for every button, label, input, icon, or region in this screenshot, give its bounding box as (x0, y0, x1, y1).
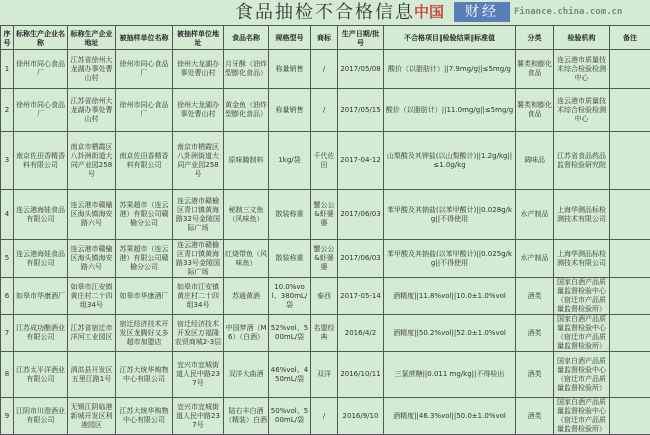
cell-sampled-unit: 苏果超市（连云港）有限公司赣榆分公司 (116, 240, 173, 278)
cell-no: 5 (1, 240, 14, 278)
cell-brand: 蟹公公&虾婆婆 (311, 190, 338, 240)
cell-sampled-address: 宿迁经济技术开发区万福隆农贸商城2-3层 (173, 315, 224, 352)
cell-food-name: 苏通黄酒 (224, 278, 269, 315)
cell-spec: 50%vol、500mL/袋 (269, 398, 311, 435)
cell-brand: 蟹公公&虾婆婆 (311, 240, 338, 278)
cell-brand: 双洋 (311, 352, 338, 398)
cell-category: 酒类 (516, 278, 554, 315)
header-inspection-agency: 检验机构 (554, 26, 610, 50)
cell-production-date: 2016/4/2 (338, 315, 384, 352)
header-food-name: 食品名称 (224, 26, 269, 50)
cell-food-name: 黄金鱼（油炸型膨化食品） (224, 89, 269, 132)
cell-sampled-unit: 南京佐田香精香料有限公司 (116, 132, 173, 190)
cell-sampled-address: 南京市栖霞区八卦洲街道大同产业园258号 (173, 132, 224, 190)
cell-note (610, 89, 650, 132)
cell-brand: 千代佐田 (311, 132, 338, 190)
cell-sampled-address: 连云港市赣榆区青口镇黄海路32号金陵国际广场 (173, 190, 224, 240)
cell-no: 6 (1, 278, 14, 315)
header-production-date: 生产日期/批号 (338, 26, 384, 50)
cell-company-address: 泗洪县开发区五里江路1号 (68, 352, 116, 398)
cell-category: 薯类和膨化食品 (516, 50, 554, 89)
cell-inspection-agency: 国家白酒产品质量监督检验中心（宿迁市产品质量监督检验所） (554, 398, 610, 435)
cell-inspection-agency: 连云港市质量技术综合检验检测中心 (554, 50, 610, 89)
cell-sampled-unit: 江苏大统华购物中心有限公司 (116, 398, 173, 435)
cell-company-address: 南京市栖霞区八卦洲街道大同产业园258号 (68, 132, 116, 190)
table-row (1, 398, 650, 435)
cell-production-date: 2016/10/11 (338, 352, 384, 398)
cell-spec: 46%vol、450mL/袋 (269, 352, 311, 398)
cell-brand: / (311, 89, 338, 132)
cell-spec: 散装称重 (269, 190, 311, 240)
cell-note (610, 398, 650, 435)
table-row (1, 315, 650, 352)
cell-company-name: 徐州市同心食品厂 (14, 50, 68, 89)
cell-no: 2 (1, 89, 14, 132)
cell-note (610, 190, 650, 240)
cell-food-name: 红烧带鱼（风味鱼） (224, 240, 269, 278)
cell-failed-item: 三氯蔗糖||0.011 mg/kg||不得检出 (384, 352, 516, 398)
cell-note (610, 240, 650, 278)
cell-company-name: 江苏成功酿酒业有限公司 (14, 315, 68, 352)
watermark-logo (414, 1, 648, 24)
cell-brand: / (311, 398, 338, 435)
cell-company-address: 如皋市江安镇黄庄村二十四组34号 (68, 278, 116, 315)
table-header-row (1, 26, 650, 50)
header-company-address: 标称生产企业地址 (68, 26, 116, 50)
cell-company-name: 江阴市川澄酒业有限公司 (14, 398, 68, 435)
cell-sampled-address: 徐州大龙湖办事处曹山村 (173, 89, 224, 132)
cell-food-name: 月牙酥（油炸型膨化食品） (224, 50, 269, 89)
header-category: 分类 (516, 26, 554, 50)
cell-spec: 52%vol、500mL/袋 (269, 315, 311, 352)
cell-company-name: 徐州市同心食品厂 (14, 89, 68, 132)
cell-company-name: 连云港海娃食品有限公司 (14, 190, 68, 240)
header-brand: 商标 (311, 26, 338, 50)
header-note: 备注 (610, 26, 650, 50)
cell-category: 酒类 (516, 398, 554, 435)
header-no: 序号 (1, 26, 14, 50)
cell-spec: 1kg/袋 (269, 132, 311, 190)
header-sampled-unit: 被抽样单位名称 (116, 26, 173, 50)
cell-failed-item: 山梨酸及其钾盐(以山梨酸计)||1.2g/kg||≤1.0g/kg (384, 132, 516, 190)
cell-company-address: 江苏省徐州大龙湖办事处曹山村 (68, 50, 116, 89)
cell-brand: 泰西 (311, 278, 338, 315)
cell-category: 酒类 (516, 315, 554, 352)
cell-sampled-unit: 苏果超市（连云港）有限公司赣榆分公司 (116, 190, 173, 240)
cell-no: 9 (1, 398, 14, 435)
cell-production-date: 2017-04-12 (338, 132, 384, 190)
cell-sampled-address: 徐州大龙湖办事处曹山村 (173, 50, 224, 89)
table-row (1, 352, 650, 398)
cell-food-name: 秘制三文鱼（风味鱼） (224, 190, 269, 240)
page-title: 食品抽检不合格信息 (0, 0, 650, 25)
cell-production-date: 2017/05/08 (338, 50, 384, 89)
cell-sampled-unit: 徐州市同心食品厂 (116, 89, 173, 132)
cell-failed-item: 酒精度||50.2%vol||52.0±1.0%vol (384, 315, 516, 352)
cell-sampled-address: 宜兴市宜城街道人民中路237号 (173, 398, 224, 435)
cell-note (610, 352, 650, 398)
cell-note (610, 315, 650, 352)
table-row (1, 132, 650, 190)
cell-company-address: 江苏省宿迁市洋河工业园区 (68, 315, 116, 352)
cell-sampled-unit: 徐州市同心食品厂 (116, 50, 173, 89)
cell-no: 7 (1, 315, 14, 352)
cell-production-date: 2017/06/03 (338, 190, 384, 240)
cell-inspection-agency: 连云港市质量技术综合检验检测中心 (554, 89, 610, 132)
cell-brand: 名盟经典 (311, 315, 338, 352)
cell-category: 薯类和膨化食品 (516, 89, 554, 132)
cell-company-address: 连云港市赣榆区海头镇海安路六号 (68, 190, 116, 240)
logo-url: Finance.china.com.cn (514, 6, 622, 18)
cell-company-address: 江苏省徐州大龙湖办事处曹山村 (68, 89, 116, 132)
inspection-table (0, 25, 650, 435)
cell-category: 水产制品 (516, 190, 554, 240)
cell-food-name: 中国梦酒（M6）（白酒） (224, 315, 269, 352)
table-row (1, 240, 650, 278)
cell-failed-item: 酸价（以脂肪计）||7.9mg/g||≤5mg/g (384, 50, 516, 89)
cell-inspection-agency: 江苏省食品药品监督检验研究院 (554, 132, 610, 190)
cell-brand: / (311, 50, 338, 89)
cell-food-name: 双洋大曲酒 (224, 352, 269, 398)
logo-name: 财经 (454, 2, 510, 22)
cell-production-date: 2017-05-14 (338, 278, 384, 315)
cell-no: 8 (1, 352, 14, 398)
logo-mark: 中国 (414, 2, 444, 22)
cell-inspection-agency: 上海华测品标检测技术有限公司 (554, 190, 610, 240)
cell-inspection-agency: 国家白酒产品质量监督检验中心（宿迁市产品质量监督检验所） (554, 278, 610, 315)
table-row (1, 50, 650, 89)
cell-failed-item: 酸价（以脂肪计）||11.0mg/g||≤5mg/g (384, 89, 516, 132)
cell-category: 酒类 (516, 352, 554, 398)
cell-no: 4 (1, 190, 14, 240)
cell-note (610, 132, 650, 190)
cell-no: 1 (1, 50, 14, 89)
cell-company-address: 无锡江阴临港新城开发区利港园区 (68, 398, 116, 435)
cell-note (610, 50, 650, 89)
header-failed-item: 不合格项目‖检验结果‖标准值 (384, 26, 516, 50)
cell-inspection-agency: 国家白酒产品质量监督检验中心（宿迁市产品质量监督检验所） (554, 352, 610, 398)
cell-failed-item: 苯甲酸及其钠盐(以苯甲酸计)||0.025g/kg||不得使用 (384, 240, 516, 278)
cell-failed-item: 酒精度||11.8%vol||10.0±1.0%vol (384, 278, 516, 315)
table-row (1, 190, 650, 240)
cell-failed-item: 苯甲酸及其钠盐(以苯甲酸计)||0.028g/kg||不得使用 (384, 190, 516, 240)
cell-production-date: 2017/06/03 (338, 240, 384, 278)
cell-company-address: 连云港市赣榆区海头镇海安路六号 (68, 240, 116, 278)
cell-inspection-agency: 上海华测品标检测技术有限公司 (554, 240, 610, 278)
cell-no: 3 (1, 132, 14, 190)
cell-production-date: 2016/9/10 (338, 398, 384, 435)
header-company-name: 标称生产企业名称 (14, 26, 68, 50)
cell-spec: 散装称重 (269, 240, 311, 278)
cell-sampled-address: 宜兴市宜城街道人民中路237号 (173, 352, 224, 398)
header-spec: 规格型号 (269, 26, 311, 50)
cell-sampled-unit: 宿迁经济技术开发区龙腾好又多超市加盟店 (116, 315, 173, 352)
cell-company-name: 江苏太平洋酒业有限公司 (14, 352, 68, 398)
cell-food-name: 原味腌制料 (224, 132, 269, 190)
cell-category: 调味品 (516, 132, 554, 190)
cell-sampled-unit: 如皋市华康酒厂 (116, 278, 173, 315)
cell-sampled-address: 连云港市赣榆区青口镇黄海路33号金陵国际广场 (173, 240, 224, 278)
cell-food-name: 陆右丰白酒（精装）白酒 (224, 398, 269, 435)
cell-sampled-address: 如皋市江安镇黄庄村二十四组34号 (173, 278, 224, 315)
cell-production-date: 2017/05/15 (338, 89, 384, 132)
cell-inspection-agency: 国家白酒产品质量监督检验中心（宿迁市产品质量监督检验所） (554, 315, 610, 352)
cell-category: 水产制品 (516, 240, 554, 278)
cell-failed-item: 酒精度||46.3%vol||50.0±1.0%vol (384, 398, 516, 435)
cell-company-name: 连云港海娃食品有限公司 (14, 240, 68, 278)
cell-spec: 称量销售 (269, 50, 311, 89)
cell-spec: 10.0%vol、380mL/袋 (269, 278, 311, 315)
cell-company-name: 如皋市华康酒厂 (14, 278, 68, 315)
table-row (1, 89, 650, 132)
cell-sampled-unit: 江苏大统华购物中心有限公司 (116, 352, 173, 398)
cell-spec: 称量销售 (269, 89, 311, 132)
cell-note (610, 278, 650, 315)
table-row (1, 278, 650, 315)
header-sampled-address: 被抽样单位地址 (173, 26, 224, 50)
cell-company-name: 南京佐田香精香料有限公司 (14, 132, 68, 190)
